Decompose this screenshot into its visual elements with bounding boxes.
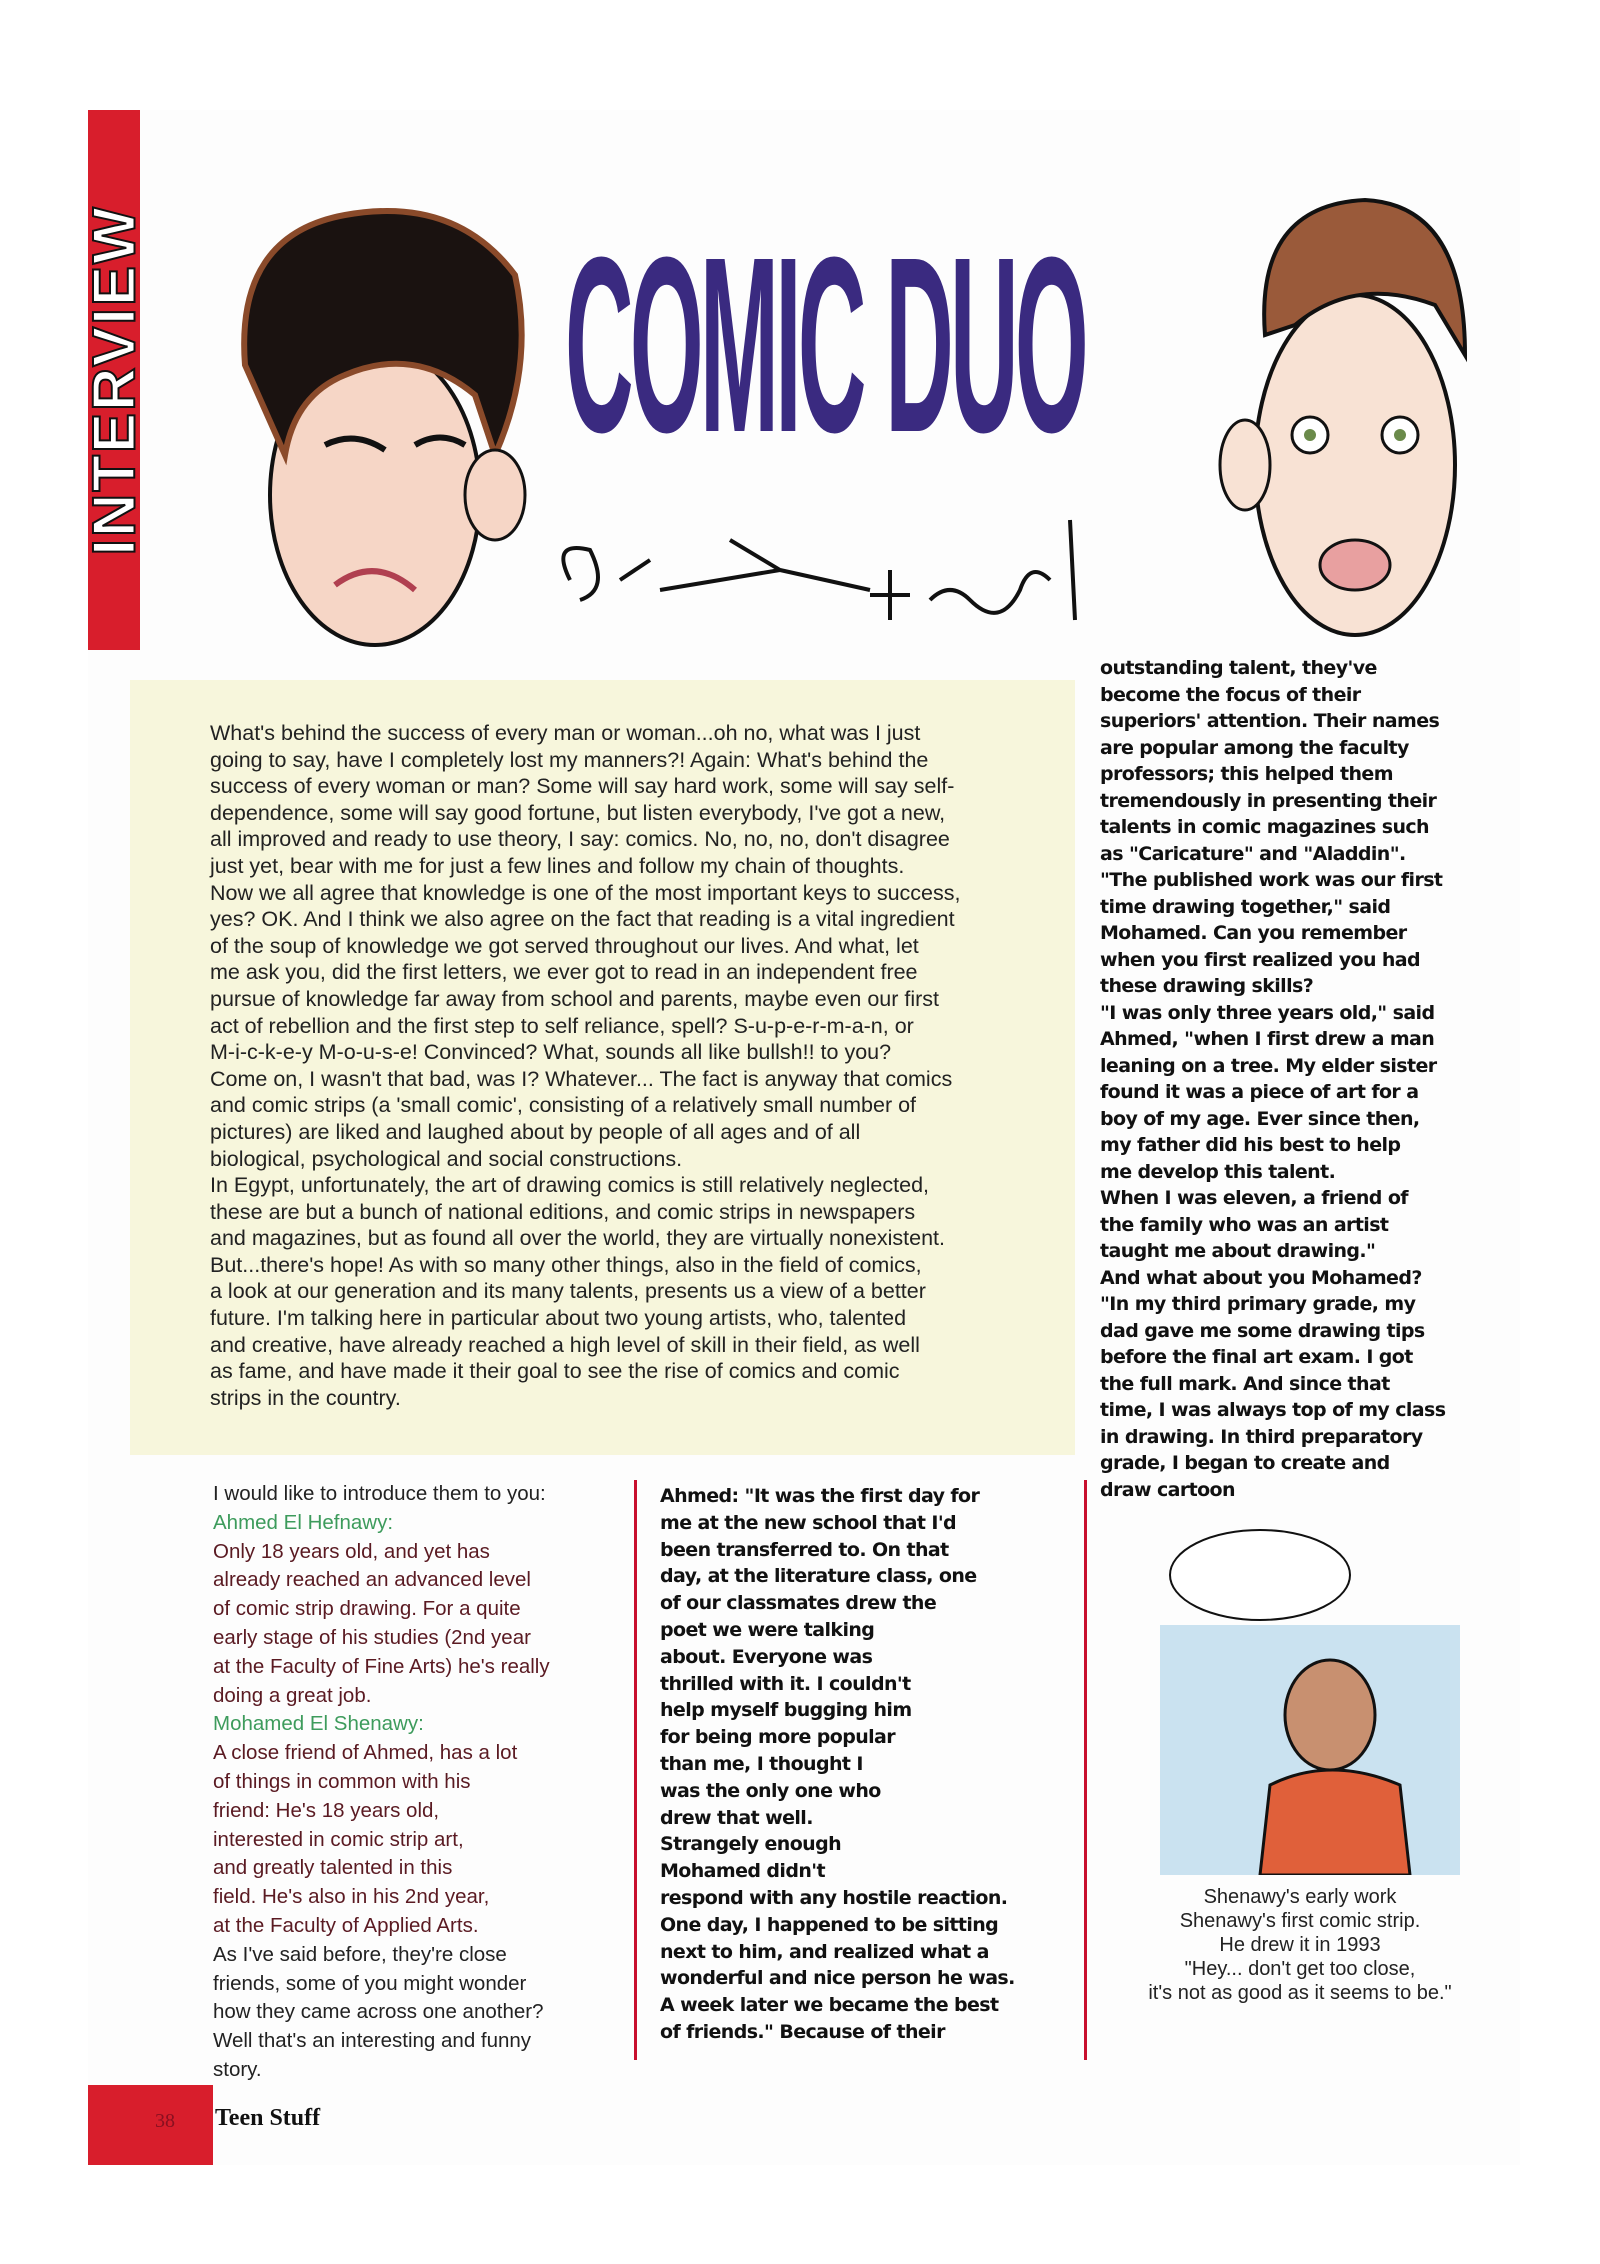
text-line: interested in comic strip art, xyxy=(213,1827,464,1851)
artist-name-mohamed: Mohamed El Shenawy: xyxy=(213,1712,424,1736)
text-line: me develop this talent. xyxy=(1100,1160,1336,1183)
text-line: the family who was an artist xyxy=(1100,1213,1389,1236)
text-line: than me, I thought I xyxy=(660,1752,863,1775)
text-line: become the focus of their xyxy=(1100,683,1361,706)
text-line: Well that's an interesting and funny xyxy=(213,2029,532,2053)
text-line: pictures) are liked and laughed about by people of all ages and of all xyxy=(210,1119,861,1144)
text-line: Come on, I wasn't that bad, was I? Whatever... The fact is anyway that comics xyxy=(210,1066,953,1091)
text-line: been transferred to. On that xyxy=(660,1538,949,1561)
outro-text xyxy=(213,1941,623,2085)
text-line: Only 18 years old, and yet has xyxy=(213,1539,490,1563)
text-line: "In my third primary grade, my xyxy=(1100,1293,1416,1315)
text-line: talents in comic magazines such xyxy=(1100,816,1429,838)
section-label: INTERVIEW xyxy=(80,204,148,556)
artists-signature xyxy=(550,500,1110,640)
text-line: of things in common with his xyxy=(213,1769,471,1793)
article-column-2 xyxy=(660,1483,1070,2046)
footer-red-block xyxy=(88,2085,213,2165)
text-line: in drawing. In third preparatory xyxy=(1100,1425,1423,1448)
text-line: friends, some of you might wonder xyxy=(213,1971,527,1995)
caption-line: Shenawy's early work xyxy=(1203,1886,1397,1908)
text-line: next to him, and realized what a xyxy=(660,1940,989,1963)
text-line: when you first realized you had xyxy=(1100,948,1421,971)
text-line: When I was eleven, a friend of xyxy=(1100,1187,1408,1209)
text-line: found it was a piece of art for a xyxy=(1100,1081,1419,1103)
caption-line: "Hey... don't get too close, xyxy=(1184,1958,1416,1980)
text-line: Mohamed didn't xyxy=(660,1860,825,1883)
text-line: One day, I happened to be sitting xyxy=(660,1913,999,1936)
text-line: pursue of knowledge far away from school and parents, maybe even our first xyxy=(210,986,939,1011)
text-line: dependence, some will say good fortune, but listen everybody, I've got a new, xyxy=(210,800,946,825)
early-comic-illustration xyxy=(1160,1525,1460,1875)
bio-ahmed xyxy=(213,1538,623,1711)
ahmed-caricature xyxy=(225,195,545,655)
text-line: as "Caricature" and "Aladdin". xyxy=(1100,842,1406,865)
text-line: day, at the literature class, one xyxy=(660,1565,977,1588)
text-line: of friends." Because of their xyxy=(660,2020,945,2043)
text-line: about. Everyone was xyxy=(660,1645,873,1668)
text-line: wonderful and nice person he was. xyxy=(660,1967,1015,1990)
column-divider xyxy=(1084,1480,1087,2060)
intro-box xyxy=(130,680,1075,1455)
text-line: boy of my age. Ever since then, xyxy=(1100,1107,1420,1130)
intro-line: I would like to introduce them to you: xyxy=(213,1482,546,1505)
illustration-caption xyxy=(1090,1885,1510,2005)
section-tab xyxy=(80,110,148,650)
text-line: poet we were talking xyxy=(660,1618,875,1641)
text-line: dad gave me some drawing tips xyxy=(1100,1319,1425,1342)
text-line: act of rebellion and the first step to self reliance, spell? S-u-p-e-r-m-a-n, or xyxy=(210,1013,914,1038)
text-line: biological, psychological and social constructions. xyxy=(210,1146,683,1171)
text-line: help myself bugging him xyxy=(660,1699,912,1722)
text-line: Now we all agree that knowledge is one of the most important keys to success, xyxy=(210,880,961,905)
text-line: "I was only three years old," said xyxy=(1100,1001,1435,1024)
text-line: And what about you Mohamed? xyxy=(1100,1266,1422,1289)
text-line: Strangely enough xyxy=(660,1833,842,1856)
text-line: of our classmates drew the xyxy=(660,1592,937,1615)
text-line: going to say, have I completely lost my manners?! Again: What's behind the xyxy=(210,747,929,772)
bio-mohamed xyxy=(213,1739,623,1941)
column-divider xyxy=(634,1480,637,2060)
text-line: time, I was always top of my class xyxy=(1100,1399,1446,1421)
caption-line: Shenawy's first comic strip. xyxy=(1179,1910,1421,1932)
text-line: at the Faculty of Fine Arts) he's really xyxy=(213,1654,550,1678)
text-line: Ahmed: "It was the first day for xyxy=(660,1485,980,1507)
text-line: early stage of his studies (2nd year xyxy=(213,1625,531,1649)
intro-paragraph xyxy=(210,720,1060,1411)
text-line: success of every woman or man? Some will say hard work, some will say self- xyxy=(210,774,955,799)
text-line: A close friend of Ahmed, has a lot xyxy=(213,1741,518,1765)
text-line: drew that well. xyxy=(660,1806,813,1829)
text-line: for being more popular xyxy=(660,1726,896,1749)
text-line: grade, I began to create and xyxy=(1100,1452,1390,1474)
text-line: yes? OK. And I think we also agree on the fact that reading is a vital ingredient xyxy=(210,907,955,932)
text-line: story. xyxy=(213,2057,262,2081)
caption-line: He drew it in 1993 xyxy=(1219,1934,1381,1956)
text-line: Ahmed, "when I first drew a man xyxy=(1100,1028,1435,1050)
text-line: draw cartoon xyxy=(1100,1478,1235,1501)
text-line: these drawing skills? xyxy=(1100,975,1314,997)
text-line: But...there's hope! As with so many other things, also in the field of comics, xyxy=(210,1252,922,1277)
caption-line: it's not as good as it seems to be." xyxy=(1148,1982,1452,2004)
text-line: M-i-c-k-e-y M-o-u-s-e! Convinced? What, sounds all like bullsh!! to you? xyxy=(210,1040,892,1065)
page-number: 38 xyxy=(155,2110,175,2132)
text-line: before the final art exam. I got xyxy=(1100,1346,1413,1368)
text-line: and magazines, but as found all over the world, they are virtually nonexistent. xyxy=(210,1226,945,1251)
mohamed-caricature xyxy=(1195,185,1495,655)
text-line: my father did his best to help xyxy=(1100,1134,1401,1156)
text-line: and comic strips (a 'small comic', consisting of a relatively small number of xyxy=(210,1093,917,1118)
text-line: me ask you, did the first letters, we ever got to read in an independent free xyxy=(210,960,918,985)
text-line: of comic strip drawing. For a quite xyxy=(213,1597,521,1621)
text-line: me at the new school that I'd xyxy=(660,1511,957,1534)
text-line: was the only one who xyxy=(660,1779,881,1802)
text-line: As I've said before, they're close xyxy=(213,1942,507,1966)
text-line: just yet, bear with me for just a few lines and follow my chain of thoughts. xyxy=(210,853,905,878)
magazine-name: Teen Stuff xyxy=(215,2105,321,2131)
text-line: superiors' attention. Their names xyxy=(1100,710,1440,732)
article-column-1 xyxy=(213,1480,623,2085)
text-line: how they came across one another? xyxy=(213,2000,544,2024)
text-line: future. I'm talking here in particular about two young artists, who, talented xyxy=(210,1306,907,1331)
text-line: strips in the country. xyxy=(210,1385,401,1410)
text-line: time drawing together," said xyxy=(1100,895,1391,918)
text-line: Mohamed. Can you remember xyxy=(1100,922,1407,944)
text-line: already reached an advanced level xyxy=(213,1568,531,1592)
artist-name-ahmed: Ahmed El Hefnawy: xyxy=(213,1510,394,1534)
text-line: doing a great job. xyxy=(213,1683,372,1707)
text-line: friend: He's 18 years old, xyxy=(213,1798,440,1822)
text-line: the full mark. And since that xyxy=(1100,1372,1390,1395)
text-line: and creative, have already reached a high level of skill in their field, as well xyxy=(210,1332,920,1357)
text-line: "The published work was our first xyxy=(1100,869,1443,891)
text-line: and greatly talented in this xyxy=(213,1856,453,1880)
text-line: of the soup of knowledge we got served throughout our lives. And what, let xyxy=(210,933,919,958)
text-line: at the Faculty of Applied Arts. xyxy=(213,1913,479,1937)
article-column-3 xyxy=(1100,655,1510,1503)
text-line: tremendously in presenting their xyxy=(1100,789,1437,812)
text-line: field. He's also in his 2nd year, xyxy=(213,1885,490,1909)
text-line: respond with any hostile reaction. xyxy=(660,1886,1008,1909)
text-line: A week later we became the best xyxy=(660,1994,999,2017)
text-line: What's behind the success of every man or woman...oh no, what was I just xyxy=(210,721,921,745)
text-line: In Egypt, unfortunately, the art of drawing comics is still relatively neglected, xyxy=(210,1173,930,1198)
text-line: professors; this helped them xyxy=(1100,763,1393,785)
page-title: COMIC DUO xyxy=(565,205,1085,484)
text-line: leaning on a tree. My elder sister xyxy=(1100,1054,1437,1077)
text-line: all improved and ready to use theory, I say: comics. No, no, no, don't disagree xyxy=(210,827,950,852)
text-line: a look at our generation and its many talents, presents us a view of a better xyxy=(210,1279,926,1304)
text-line: are popular among the faculty xyxy=(1100,736,1409,759)
text-line: as fame, and have made it their goal to see the rise of comics and comic xyxy=(210,1359,900,1384)
text-line: taught me about drawing." xyxy=(1100,1240,1376,1262)
text-line: thrilled with it. I couldn't xyxy=(660,1672,911,1695)
text-line: these are but a bunch of national editions, and comic strips in newspapers xyxy=(210,1199,916,1224)
text-line: outstanding talent, they've xyxy=(1100,657,1377,679)
